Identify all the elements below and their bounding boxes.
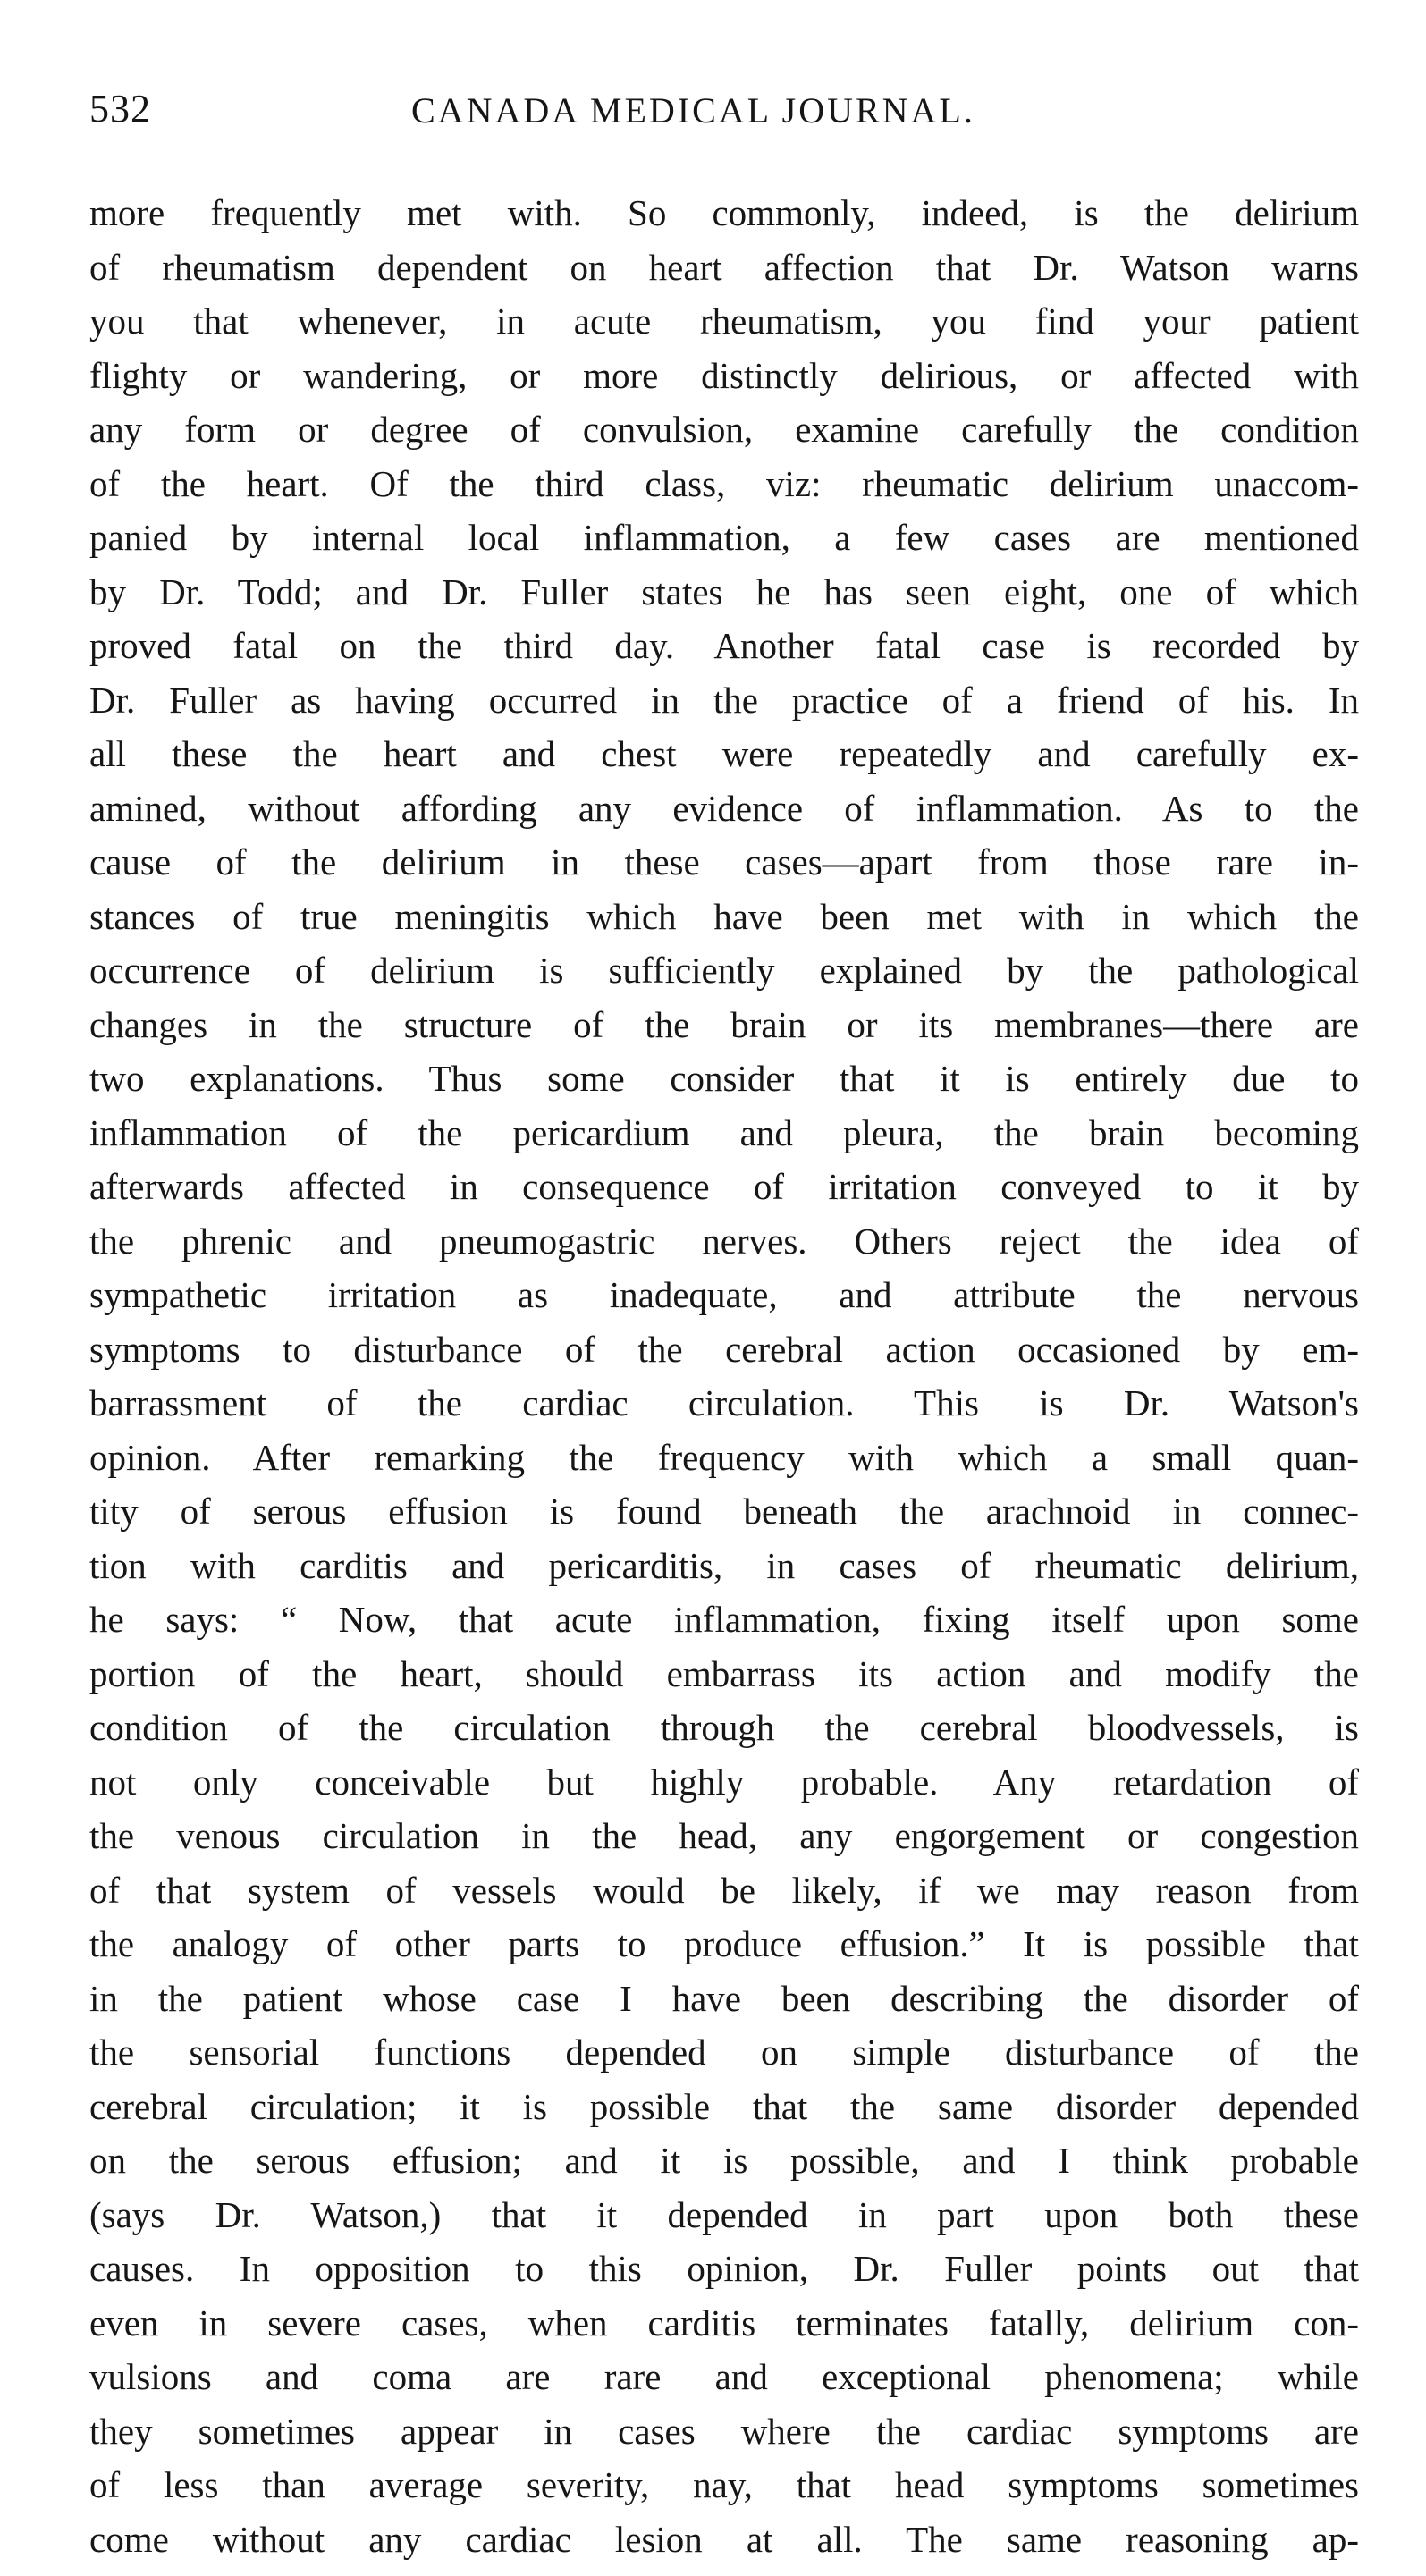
text-line: occurrence of delirium is sufficiently explained by the pathological xyxy=(89,950,1359,991)
text-line: the sensorial functions depended on simple disturbance of the xyxy=(89,2031,1359,2073)
text-line: the venous circulation in the head, any engorgement or congestion xyxy=(89,1815,1359,1856)
text-line: inflammation of the pericardium and pleura, the brain becoming xyxy=(89,1111,1359,1153)
text-line: Dr. Fuller as having occurred in the practice of a friend of his. In xyxy=(89,679,1359,721)
text-line: you that whenever, in acute rheumatism, you find your patient xyxy=(89,300,1359,342)
text-line: come without any cardiac lesion at all. The same reasoning ap- xyxy=(89,2518,1359,2560)
text-line: vulsions and coma are rare and exceptional phenomena; while xyxy=(89,2356,1359,2397)
running-head: CANADA MEDICAL JOURNAL. xyxy=(411,90,975,131)
text-line: the phrenic and pneumogastric nerves. Others reject the idea of xyxy=(89,1220,1359,1262)
text-line: portion of the heart, should embarrass its action and modify the xyxy=(89,1652,1359,1694)
text-line: they sometimes appear in cases where the cardiac symptoms are xyxy=(89,2410,1359,2452)
text-line: on the serous effusion; and it is possible, and I think probable xyxy=(89,2140,1359,2181)
text-line: all these the heart and chest were repeatedly and carefully ex- xyxy=(89,733,1359,774)
page-header xyxy=(89,86,1341,139)
text-line: stances of true meningitis which have been met with in which the xyxy=(89,895,1359,937)
text-line: in the patient whose case I have been describing the disorder of xyxy=(89,1977,1359,2019)
text-line: he says: “ Now, that acute inflammation, fixing itself upon some xyxy=(89,1599,1359,1640)
text-line: condition of the circulation through the cerebral bloodvessels, is xyxy=(89,1707,1359,1748)
text-line: flighty or wandering, or more distinctly delirious, or affected with xyxy=(89,354,1359,396)
text-line: (says Dr. Watson,) that it depended in part upon both these xyxy=(89,2193,1359,2235)
text-line: of less than average severity, nay, that head symptoms sometimes xyxy=(89,2464,1359,2505)
text-line: of rheumatism dependent on heart affection that Dr. Watson warns xyxy=(89,246,1359,288)
text-line: even in severe cases, when carditis terminates fatally, delirium con- xyxy=(89,2302,1359,2344)
text-line: by Dr. Todd; and Dr. Fuller states he has seen eight, one of which xyxy=(89,570,1359,612)
text-line: symptoms to disturbance of the cerebral action occasioned by em- xyxy=(89,1328,1359,1370)
text-line: tity of serous effusion is found beneath the arachnoid in connec- xyxy=(89,1491,1359,1532)
text-line: two explanations. Thus some consider that it is entirely due to xyxy=(89,1058,1359,1099)
text-line: sympathetic irritation as inadequate, and attribute the nervous xyxy=(89,1274,1359,1315)
text-line: panied by internal local inflammation, a few cases are mentioned xyxy=(89,517,1359,558)
text-line: opinion. After remarking the frequency with which a small quan- xyxy=(89,1436,1359,1478)
text-line: of that system of vessels would be likely, if we may reason from xyxy=(89,1869,1359,1911)
text-line: tion with carditis and pericarditis, in cases of rheumatic delirium, xyxy=(89,1544,1359,1586)
body-text xyxy=(89,186,1359,2566)
text-line: cause of the delirium in these cases—apart from those rare in- xyxy=(89,841,1359,883)
text-line: of the heart. Of the third class, viz: rheumatic delirium unaccom- xyxy=(89,462,1359,504)
text-line: amined, without affording any evidence of inflammation. As to the xyxy=(89,787,1359,829)
text-line: cerebral circulation; it is possible that the same disorder depended xyxy=(89,2085,1359,2127)
page-number: 532 xyxy=(89,87,151,131)
text-line: not only conceivable but highly probable. Any retardation of xyxy=(89,1761,1359,1803)
text-line: afterwards affected in consequence of irritation conveyed to it by xyxy=(89,1166,1359,1207)
text-line: proved fatal on the third day. Another fatal case is recorded by xyxy=(89,625,1359,666)
text-line: causes. In opposition to this opinion, Dr. Fuller points out that xyxy=(89,2248,1359,2289)
text-line: more frequently met with. So commonly, indeed, is the delirium xyxy=(89,192,1359,233)
text-line: barrassment of the cardiac circulation. This is Dr. Watson's xyxy=(89,1382,1359,1423)
text-line: the analogy of other parts to produce effusion.” It is possible that xyxy=(89,1923,1359,1964)
text-line: any form or degree of convulsion, examine carefully the condition xyxy=(89,409,1359,450)
text-line: changes in the structure of the brain or its membranes—there are xyxy=(89,1003,1359,1045)
